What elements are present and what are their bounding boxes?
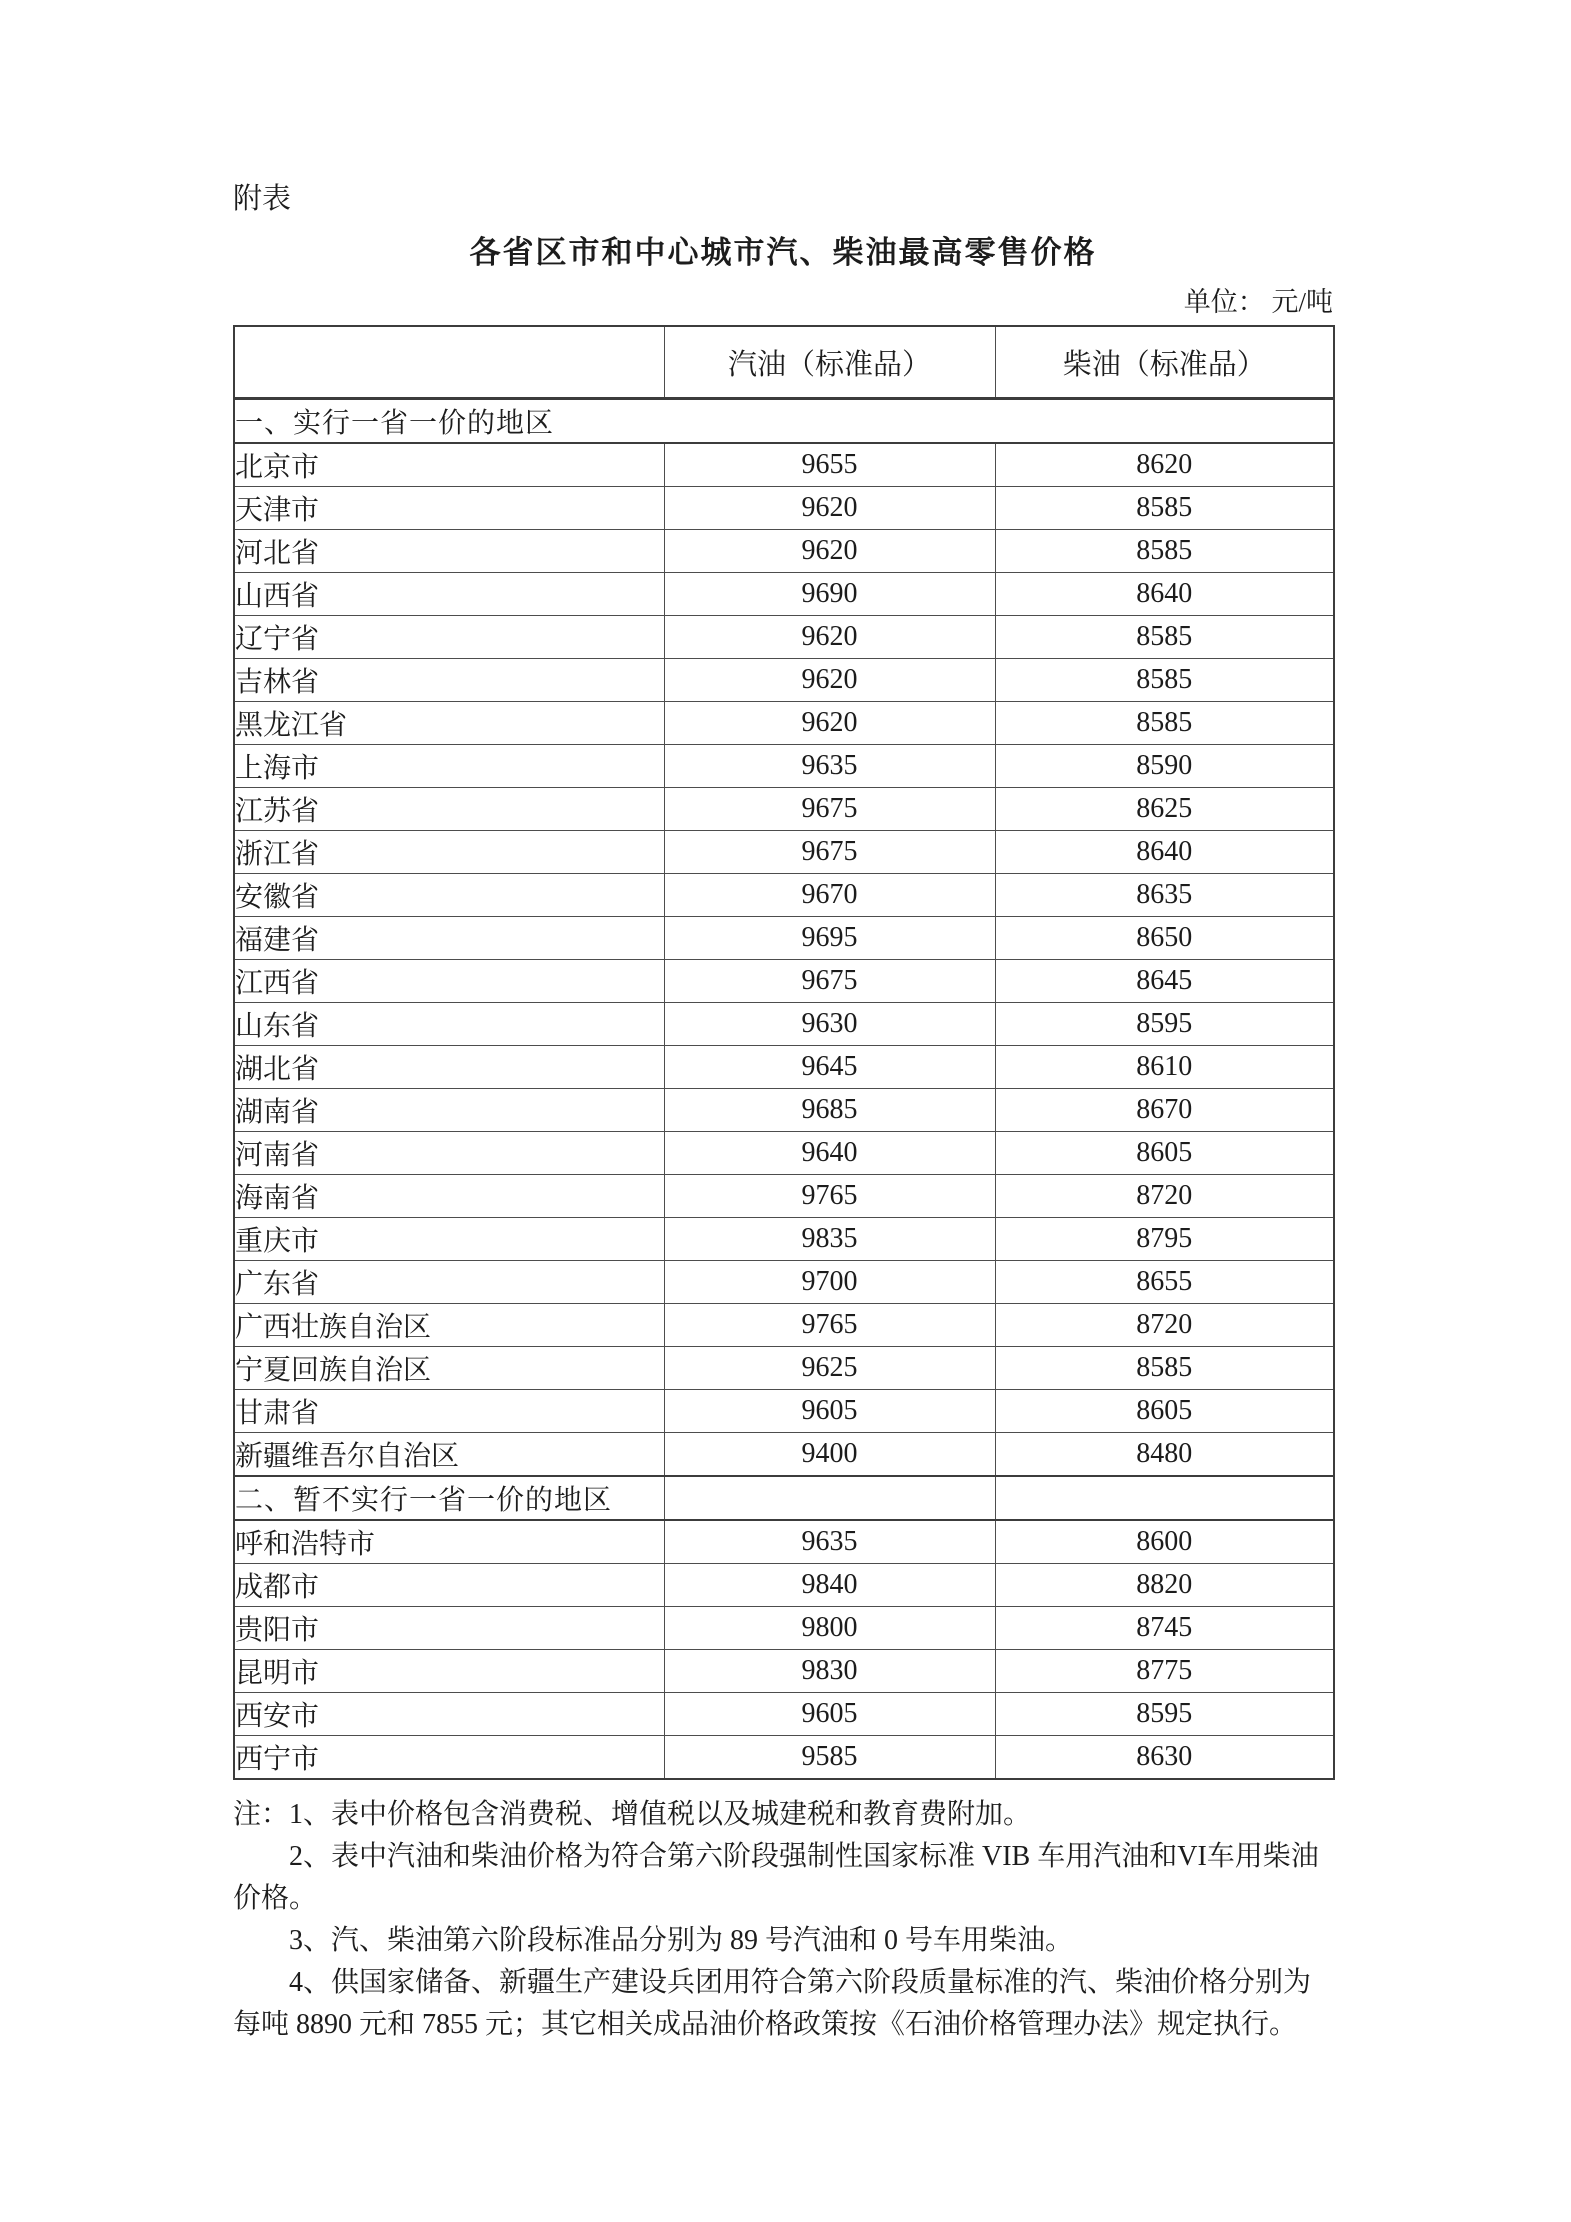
region-name: 山西省: [234, 573, 664, 616]
diesel-price: 8630: [995, 1736, 1334, 1780]
attachment-label: 附表: [233, 183, 292, 215]
region-name: 上海市: [234, 745, 664, 788]
region-name: 重庆市: [234, 1218, 664, 1261]
region-name: 浙江省: [234, 831, 664, 874]
notes-section: [233, 1794, 1333, 2046]
document-content: [233, 183, 1333, 2046]
section-header-row: [234, 1476, 1334, 1520]
region-name: 吉林省: [234, 659, 664, 702]
region-name: 昆明市: [234, 1650, 664, 1693]
gasoline-price: 9400: [664, 1433, 995, 1477]
gasoline-price: 9835: [664, 1218, 995, 1261]
gasoline-price: 9630: [664, 1003, 995, 1046]
region-name: 成都市: [234, 1564, 664, 1607]
diesel-price: 8585: [995, 659, 1334, 702]
price-row: [234, 1390, 1334, 1433]
gasoline-price: 9675: [664, 788, 995, 831]
price-row: [234, 659, 1334, 702]
region-name: 江苏省: [234, 788, 664, 831]
price-row: [234, 960, 1334, 1003]
diesel-price: 8620: [995, 443, 1334, 487]
gasoline-price: 9620: [664, 487, 995, 530]
section-header-empty-cell: [664, 1476, 995, 1520]
diesel-price: 8585: [995, 487, 1334, 530]
region-name: 黑龙江省: [234, 702, 664, 745]
gasoline-price: 9700: [664, 1261, 995, 1304]
gasoline-price: 9645: [664, 1046, 995, 1089]
note-line: 4、供国家储备、新疆生产建设兵团用符合第六阶段质量标准的汽、柴油价格分别为每吨 8890 元和 7855 元；其它相关成品油价格政策按《石油价格管理办法》规定执行。: [233, 1967, 1312, 2040]
price-row: [234, 1520, 1334, 1564]
price-row: [234, 874, 1334, 917]
diesel-price: 8720: [995, 1175, 1334, 1218]
section-header-empty-cell: [995, 1476, 1334, 1520]
price-row: [234, 788, 1334, 831]
price-row: [234, 1261, 1334, 1304]
price-row: [234, 1347, 1334, 1390]
price-row: [234, 1089, 1334, 1132]
gasoline-price: 9830: [664, 1650, 995, 1693]
region-name: 甘肃省: [234, 1390, 664, 1433]
region-name: 天津市: [234, 487, 664, 530]
price-row: [234, 745, 1334, 788]
region-name: 湖北省: [234, 1046, 664, 1089]
price-row: [234, 573, 1334, 616]
diesel-price: 8585: [995, 616, 1334, 659]
gasoline-price: 9625: [664, 1347, 995, 1390]
price-row: [234, 917, 1334, 960]
gasoline-price: 9695: [664, 917, 995, 960]
region-name: 贵阳市: [234, 1607, 664, 1650]
diesel-price: 8670: [995, 1089, 1334, 1132]
note-line: 注：1、表中价格包含消费税、增值税以及城建税和教育费附加。: [233, 1799, 1032, 1830]
price-row: [234, 1693, 1334, 1736]
gasoline-price: 9690: [664, 573, 995, 616]
region-name: 河南省: [234, 1132, 664, 1175]
column-header-diesel: 柴油（标准品）: [995, 326, 1334, 399]
region-name: 安徽省: [234, 874, 664, 917]
gasoline-price: 9765: [664, 1175, 995, 1218]
price-row: [234, 1564, 1334, 1607]
diesel-price: 8610: [995, 1046, 1334, 1089]
diesel-price: 8745: [995, 1607, 1334, 1650]
region-name: 广西壮族自治区: [234, 1304, 664, 1347]
region-name: 宁夏回族自治区: [234, 1347, 664, 1390]
price-table-header: [234, 326, 1334, 399]
price-row: [234, 1175, 1334, 1218]
price-table-body: [234, 399, 1334, 1780]
gasoline-price: 9640: [664, 1132, 995, 1175]
diesel-price: 8480: [995, 1433, 1334, 1477]
diesel-price: 8585: [995, 530, 1334, 573]
price-row: [234, 1046, 1334, 1089]
gasoline-price: 9605: [664, 1693, 995, 1736]
unit-label: 单位： 元/吨: [1183, 287, 1333, 317]
gasoline-price: 9685: [664, 1089, 995, 1132]
diesel-price: 8605: [995, 1132, 1334, 1175]
gasoline-price: 9840: [664, 1564, 995, 1607]
diesel-price: 8645: [995, 960, 1334, 1003]
header-row: [234, 326, 1334, 399]
price-row: [234, 1607, 1334, 1650]
diesel-price: 8585: [995, 702, 1334, 745]
price-row: [234, 487, 1334, 530]
diesel-price: 8595: [995, 1003, 1334, 1046]
note-line: 3、汽、柴油第六阶段标准品分别为 89 号汽油和 0 号车用柴油。: [289, 1925, 1074, 1956]
region-name: 广东省: [234, 1261, 664, 1304]
gasoline-price: 9655: [664, 443, 995, 487]
gasoline-price: 9620: [664, 702, 995, 745]
diesel-price: 8775: [995, 1650, 1334, 1693]
price-row: [234, 530, 1334, 573]
gasoline-price: 9765: [664, 1304, 995, 1347]
price-row: [234, 831, 1334, 874]
region-name: 江西省: [234, 960, 664, 1003]
gasoline-price: 9635: [664, 745, 995, 788]
gasoline-price: 9635: [664, 1520, 995, 1564]
diesel-price: 8640: [995, 831, 1334, 874]
gasoline-price: 9620: [664, 659, 995, 702]
diesel-price: 8600: [995, 1520, 1334, 1564]
diesel-price: 8820: [995, 1564, 1334, 1607]
diesel-price: 8640: [995, 573, 1334, 616]
gasoline-price: 9620: [664, 616, 995, 659]
price-table: [233, 325, 1335, 1780]
region-name: 辽宁省: [234, 616, 664, 659]
price-row: [234, 443, 1334, 487]
price-row: [234, 1132, 1334, 1175]
region-name: 福建省: [234, 917, 664, 960]
price-row: [234, 616, 1334, 659]
price-row: [234, 702, 1334, 745]
region-name: 西安市: [234, 1693, 664, 1736]
region-name: 海南省: [234, 1175, 664, 1218]
gasoline-price: 9800: [664, 1607, 995, 1650]
price-row: [234, 1003, 1334, 1046]
section-header-label: 二、暂不实行一省一价的地区: [234, 1476, 664, 1520]
gasoline-price: 9585: [664, 1736, 995, 1780]
diesel-price: 8605: [995, 1390, 1334, 1433]
region-name: 湖南省: [234, 1089, 664, 1132]
diesel-price: 8655: [995, 1261, 1334, 1304]
diesel-price: 8795: [995, 1218, 1334, 1261]
price-row: [234, 1736, 1334, 1780]
gasoline-price: 9675: [664, 960, 995, 1003]
section-header-row: [234, 399, 1334, 444]
diesel-price: 8595: [995, 1693, 1334, 1736]
diesel-price: 8720: [995, 1304, 1334, 1347]
region-name: 河北省: [234, 530, 664, 573]
price-row: [234, 1304, 1334, 1347]
region-name: 新疆维吾尔自治区: [234, 1433, 664, 1477]
column-header-gasoline: 汽油（标准品）: [664, 326, 995, 399]
section-header-label: 一、实行一省一价的地区: [234, 399, 1334, 444]
diesel-price: 8585: [995, 1347, 1334, 1390]
diesel-price: 8590: [995, 745, 1334, 788]
region-name: 山东省: [234, 1003, 664, 1046]
column-header-region: [234, 326, 664, 399]
gasoline-price: 9670: [664, 874, 995, 917]
price-row: [234, 1433, 1334, 1477]
region-name: 北京市: [234, 443, 664, 487]
price-row: [234, 1650, 1334, 1693]
region-name: 西宁市: [234, 1736, 664, 1780]
diesel-price: 8650: [995, 917, 1334, 960]
diesel-price: 8625: [995, 788, 1334, 831]
note-line: 2、表中汽油和柴油价格为符合第六阶段强制性国家标准 VIB 车用汽油和VI车用柴油价格。: [233, 1841, 1319, 1914]
page-title: 各省区市和中心城市汽、柴油最高零售价格: [469, 235, 1097, 270]
region-name: 呼和浩特市: [234, 1520, 664, 1564]
gasoline-price: 9620: [664, 530, 995, 573]
gasoline-price: 9605: [664, 1390, 995, 1433]
gasoline-price: 9675: [664, 831, 995, 874]
diesel-price: 8635: [995, 874, 1334, 917]
price-row: [234, 1218, 1334, 1261]
